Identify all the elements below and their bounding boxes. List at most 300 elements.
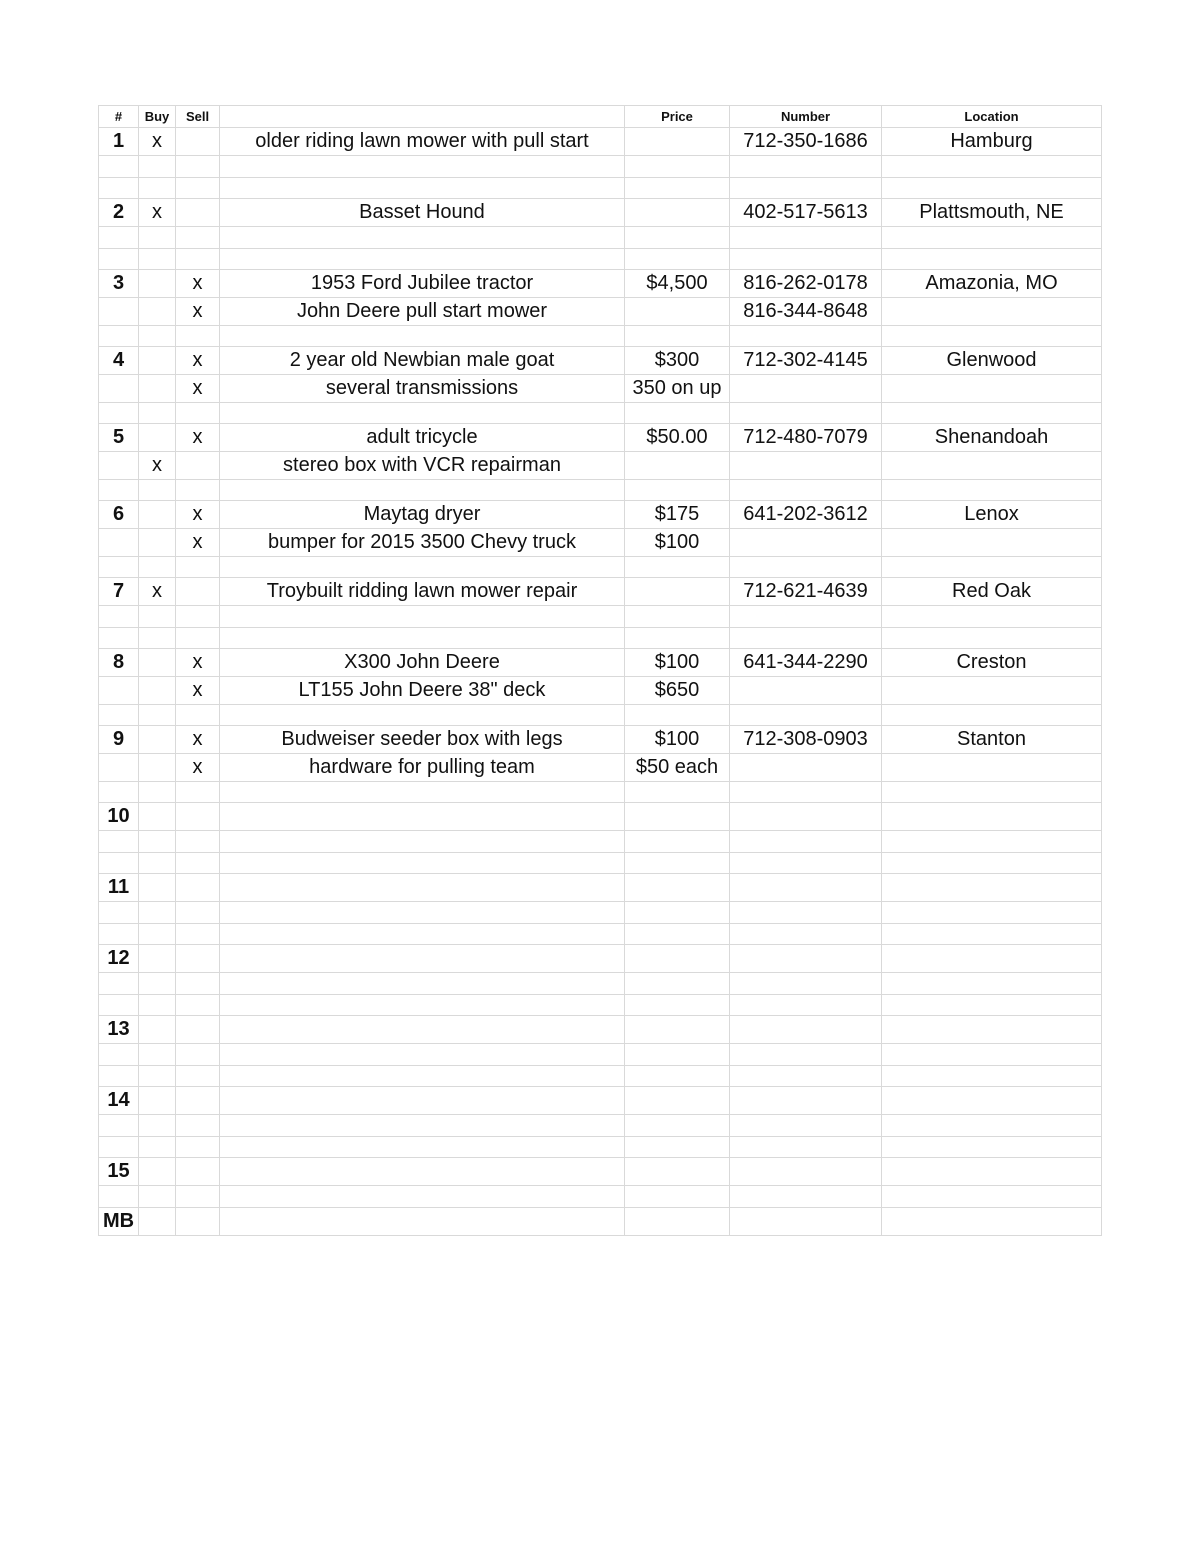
cell-num: [99, 677, 139, 705]
cell-price: [625, 1137, 730, 1158]
cell-price: [625, 249, 730, 270]
cell-item: Basset Hound: [220, 199, 625, 227]
cell-item: [220, 902, 625, 924]
cell-location: [882, 924, 1102, 945]
cell-buy: [139, 628, 176, 649]
cell-sell: [176, 973, 220, 995]
cell-buy: x: [139, 199, 176, 227]
cell-num: [99, 1137, 139, 1158]
cell-num: 9: [99, 726, 139, 754]
cell-sell: [176, 1137, 220, 1158]
cell-price: [625, 874, 730, 902]
cell-sell: x: [176, 501, 220, 529]
table-row: [99, 424, 1102, 452]
cell-item: [220, 1137, 625, 1158]
cell-item: [220, 1016, 625, 1044]
cell-buy: [139, 557, 176, 578]
cell-sell: [176, 578, 220, 606]
cell-price: $100: [625, 726, 730, 754]
cell-item: adult tricycle: [220, 424, 625, 452]
cell-price: [625, 227, 730, 249]
cell-sell: [176, 403, 220, 424]
cell-item: [220, 326, 625, 347]
cell-num: [99, 1186, 139, 1208]
table-row: [99, 782, 1102, 803]
cell-item: [220, 831, 625, 853]
cell-number: [730, 677, 882, 705]
header-location: Location: [882, 106, 1102, 128]
cell-number: [730, 452, 882, 480]
cell-sell: [176, 1208, 220, 1236]
cell-buy: x: [139, 128, 176, 156]
header-num: #: [99, 106, 139, 128]
cell-price: $100: [625, 649, 730, 677]
cell-sell: x: [176, 347, 220, 375]
cell-num: [99, 1115, 139, 1137]
header-number: Number: [730, 106, 882, 128]
cell-item: [220, 945, 625, 973]
table-row: [99, 529, 1102, 557]
cell-number: [730, 326, 882, 347]
cell-sell: x: [176, 529, 220, 557]
cell-location: [882, 249, 1102, 270]
cell-price: [625, 973, 730, 995]
cell-num: MB: [99, 1208, 139, 1236]
cell-location: [882, 480, 1102, 501]
cell-location: [882, 782, 1102, 803]
cell-sell: [176, 945, 220, 973]
cell-item: [220, 874, 625, 902]
cell-location: [882, 1087, 1102, 1115]
cell-item: [220, 628, 625, 649]
cell-number: [730, 1087, 882, 1115]
cell-price: [625, 853, 730, 874]
cell-location: [882, 945, 1102, 973]
cell-location: [882, 803, 1102, 831]
cell-number: [730, 754, 882, 782]
cell-price: [625, 480, 730, 501]
header-item: [220, 106, 625, 128]
cell-sell: [176, 1087, 220, 1115]
table-row: [99, 902, 1102, 924]
cell-item: [220, 403, 625, 424]
cell-sell: [176, 128, 220, 156]
cell-num: [99, 973, 139, 995]
cell-buy: [139, 606, 176, 628]
table-row: [99, 178, 1102, 199]
cell-location: [882, 326, 1102, 347]
cell-num: 8: [99, 649, 139, 677]
cell-location: Plattsmouth, NE: [882, 199, 1102, 227]
table-row: [99, 1137, 1102, 1158]
cell-sell: [176, 831, 220, 853]
cell-number: [730, 403, 882, 424]
cell-sell: [176, 995, 220, 1016]
table-row: [99, 199, 1102, 227]
table-row: [99, 326, 1102, 347]
cell-number: [730, 480, 882, 501]
table-row: [99, 649, 1102, 677]
cell-sell: [176, 606, 220, 628]
cell-num: [99, 452, 139, 480]
cell-number: [730, 1016, 882, 1044]
cell-price: [625, 156, 730, 178]
cell-sell: [176, 924, 220, 945]
cell-number: [730, 1137, 882, 1158]
cell-price: $175: [625, 501, 730, 529]
cell-sell: [176, 1186, 220, 1208]
cell-number: 712-621-4639: [730, 578, 882, 606]
cell-num: [99, 529, 139, 557]
cell-item: [220, 1044, 625, 1066]
table-row: [99, 803, 1102, 831]
cell-num: [99, 853, 139, 874]
cell-location: Lenox: [882, 501, 1102, 529]
table-row: [99, 1087, 1102, 1115]
cell-buy: [139, 874, 176, 902]
table-row: [99, 1044, 1102, 1066]
table-row: [99, 1066, 1102, 1087]
cell-num: 10: [99, 803, 139, 831]
table-row: [99, 578, 1102, 606]
cell-price: [625, 924, 730, 945]
cell-price: [625, 995, 730, 1016]
header-buy: Buy: [139, 106, 176, 128]
table-row: [99, 249, 1102, 270]
cell-sell: [176, 156, 220, 178]
cell-item: [220, 249, 625, 270]
header-price: Price: [625, 106, 730, 128]
table-row: [99, 270, 1102, 298]
cell-location: [882, 452, 1102, 480]
cell-price: [625, 803, 730, 831]
cell-buy: [139, 403, 176, 424]
cell-num: [99, 995, 139, 1016]
cell-item: [220, 1087, 625, 1115]
cell-sell: [176, 1016, 220, 1044]
table-row: [99, 705, 1102, 726]
cell-item: [220, 995, 625, 1016]
cell-location: [882, 1066, 1102, 1087]
cell-price: $300: [625, 347, 730, 375]
cell-number: [730, 1208, 882, 1236]
cell-number: [730, 1044, 882, 1066]
cell-sell: [176, 874, 220, 902]
cell-num: 14: [99, 1087, 139, 1115]
cell-num: 15: [99, 1158, 139, 1186]
cell-location: [882, 705, 1102, 726]
cell-item: [220, 1158, 625, 1186]
cell-buy: [139, 347, 176, 375]
table-row: [99, 726, 1102, 754]
cell-sell: [176, 452, 220, 480]
cell-num: [99, 606, 139, 628]
cell-number: [730, 557, 882, 578]
table-row: [99, 1158, 1102, 1186]
cell-number: [730, 803, 882, 831]
cell-buy: [139, 178, 176, 199]
cell-sell: [176, 1066, 220, 1087]
cell-num: [99, 1044, 139, 1066]
cell-num: [99, 902, 139, 924]
cell-price: [625, 326, 730, 347]
cell-num: [99, 326, 139, 347]
cell-location: Amazonia, MO: [882, 270, 1102, 298]
cell-buy: [139, 1087, 176, 1115]
cell-num: [99, 178, 139, 199]
cell-number: [730, 1115, 882, 1137]
cell-location: [882, 628, 1102, 649]
cell-location: [882, 831, 1102, 853]
cell-location: [882, 754, 1102, 782]
cell-sell: [176, 853, 220, 874]
cell-number: [730, 831, 882, 853]
cell-sell: [176, 1158, 220, 1186]
cell-price: [625, 606, 730, 628]
cell-item: [220, 705, 625, 726]
table-row: [99, 1186, 1102, 1208]
cell-buy: [139, 1115, 176, 1137]
cell-sell: [176, 803, 220, 831]
cell-buy: [139, 1186, 176, 1208]
cell-item: stereo box with VCR repairman: [220, 452, 625, 480]
cell-price: [625, 557, 730, 578]
cell-price: [625, 782, 730, 803]
cell-item: Troybuilt ridding lawn mower repair: [220, 578, 625, 606]
cell-sell: x: [176, 270, 220, 298]
cell-price: [625, 902, 730, 924]
cell-buy: [139, 1016, 176, 1044]
cell-number: [730, 853, 882, 874]
cell-price: [625, 705, 730, 726]
cell-number: [730, 874, 882, 902]
cell-buy: [139, 1044, 176, 1066]
cell-buy: [139, 1208, 176, 1236]
cell-location: [882, 1044, 1102, 1066]
cell-item: X300 John Deere: [220, 649, 625, 677]
cell-location: [882, 995, 1102, 1016]
table-row: [99, 754, 1102, 782]
cell-buy: [139, 649, 176, 677]
header-row: [99, 106, 1102, 128]
cell-price: [625, 178, 730, 199]
cell-num: [99, 628, 139, 649]
cell-sell: [176, 557, 220, 578]
cell-sell: [176, 705, 220, 726]
cell-location: [882, 874, 1102, 902]
cell-price: [625, 1044, 730, 1066]
cell-sell: [176, 628, 220, 649]
cell-buy: [139, 156, 176, 178]
cell-buy: [139, 298, 176, 326]
cell-number: 816-344-8648: [730, 298, 882, 326]
cell-price: [625, 128, 730, 156]
cell-buy: [139, 803, 176, 831]
cell-buy: [139, 480, 176, 501]
cell-price: $50 each: [625, 754, 730, 782]
cell-location: [882, 557, 1102, 578]
cell-num: [99, 375, 139, 403]
cell-num: 3: [99, 270, 139, 298]
cell-item: [220, 480, 625, 501]
cell-price: [625, 1186, 730, 1208]
cell-item: [220, 973, 625, 995]
cell-number: 641-202-3612: [730, 501, 882, 529]
cell-num: [99, 782, 139, 803]
cell-price: $50.00: [625, 424, 730, 452]
cell-num: 5: [99, 424, 139, 452]
cell-location: [882, 853, 1102, 874]
table-row: [99, 452, 1102, 480]
cell-num: [99, 754, 139, 782]
cell-number: [730, 1158, 882, 1186]
cell-price: [625, 1115, 730, 1137]
cell-buy: [139, 270, 176, 298]
cell-buy: [139, 249, 176, 270]
cell-price: [625, 1066, 730, 1087]
table-row: [99, 945, 1102, 973]
cell-item: [220, 1115, 625, 1137]
table-row: [99, 128, 1102, 156]
cell-buy: [139, 995, 176, 1016]
cell-num: [99, 298, 139, 326]
cell-location: [882, 298, 1102, 326]
cell-num: 13: [99, 1016, 139, 1044]
cell-sell: [176, 178, 220, 199]
cell-location: Creston: [882, 649, 1102, 677]
cell-buy: [139, 705, 176, 726]
cell-num: 6: [99, 501, 139, 529]
cell-item: John Deere pull start mower: [220, 298, 625, 326]
cell-number: [730, 924, 882, 945]
cell-price: [625, 628, 730, 649]
cell-price: [625, 1208, 730, 1236]
cell-sell: x: [176, 754, 220, 782]
listing-table: [98, 105, 1102, 1236]
cell-location: Hamburg: [882, 128, 1102, 156]
cell-sell: [176, 902, 220, 924]
cell-buy: [139, 831, 176, 853]
cell-buy: [139, 424, 176, 452]
cell-number: [730, 945, 882, 973]
cell-sell: x: [176, 298, 220, 326]
cell-buy: [139, 529, 176, 557]
cell-num: 4: [99, 347, 139, 375]
table-row: [99, 606, 1102, 628]
table-row: [99, 874, 1102, 902]
table-row: [99, 298, 1102, 326]
cell-number: 816-262-0178: [730, 270, 882, 298]
cell-location: [882, 677, 1102, 705]
cell-number: 402-517-5613: [730, 199, 882, 227]
cell-num: [99, 156, 139, 178]
cell-item: older riding lawn mower with pull start: [220, 128, 625, 156]
table-row: [99, 995, 1102, 1016]
cell-price: [625, 452, 730, 480]
cell-num: 7: [99, 578, 139, 606]
table-row: [99, 480, 1102, 501]
table-row: [99, 227, 1102, 249]
cell-item: [220, 557, 625, 578]
cell-buy: [139, 754, 176, 782]
cell-sell: [176, 326, 220, 347]
cell-buy: [139, 726, 176, 754]
cell-buy: [139, 902, 176, 924]
cell-sell: x: [176, 649, 220, 677]
cell-price: 350 on up: [625, 375, 730, 403]
cell-buy: x: [139, 578, 176, 606]
cell-buy: [139, 677, 176, 705]
table-row: [99, 557, 1102, 578]
header-sell: Sell: [176, 106, 220, 128]
cell-buy: [139, 375, 176, 403]
cell-num: [99, 480, 139, 501]
table-row: [99, 1208, 1102, 1236]
cell-sell: [176, 199, 220, 227]
cell-number: [730, 973, 882, 995]
cell-buy: [139, 1158, 176, 1186]
cell-buy: [139, 501, 176, 529]
cell-location: [882, 1208, 1102, 1236]
cell-location: [882, 902, 1102, 924]
cell-buy: [139, 326, 176, 347]
cell-item: [220, 178, 625, 199]
cell-number: 712-480-7079: [730, 424, 882, 452]
cell-num: [99, 249, 139, 270]
table-row: [99, 156, 1102, 178]
cell-buy: [139, 973, 176, 995]
cell-number: 712-350-1686: [730, 128, 882, 156]
cell-item: [220, 227, 625, 249]
cell-num: 2: [99, 199, 139, 227]
cell-num: [99, 831, 139, 853]
cell-item: [220, 782, 625, 803]
cell-buy: [139, 853, 176, 874]
cell-item: several transmissions: [220, 375, 625, 403]
cell-number: [730, 375, 882, 403]
cell-sell: [176, 1044, 220, 1066]
cell-buy: [139, 227, 176, 249]
cell-location: [882, 606, 1102, 628]
cell-number: [730, 606, 882, 628]
cell-item: [220, 1066, 625, 1087]
cell-num: [99, 557, 139, 578]
cell-item: 1953 Ford Jubilee tractor: [220, 270, 625, 298]
cell-item: [220, 853, 625, 874]
cell-location: Shenandoah: [882, 424, 1102, 452]
cell-price: [625, 578, 730, 606]
cell-num: [99, 1066, 139, 1087]
cell-number: [730, 156, 882, 178]
cell-number: [730, 628, 882, 649]
cell-location: [882, 375, 1102, 403]
cell-number: 712-302-4145: [730, 347, 882, 375]
cell-sell: [176, 227, 220, 249]
cell-price: [625, 298, 730, 326]
cell-location: [882, 1137, 1102, 1158]
cell-sell: x: [176, 375, 220, 403]
cell-item: [220, 924, 625, 945]
cell-sell: [176, 1115, 220, 1137]
cell-item: hardware for pulling team: [220, 754, 625, 782]
cell-location: Glenwood: [882, 347, 1102, 375]
cell-price: $4,500: [625, 270, 730, 298]
cell-num: 1: [99, 128, 139, 156]
cell-price: [625, 831, 730, 853]
cell-item: [220, 1186, 625, 1208]
cell-location: [882, 1016, 1102, 1044]
cell-number: [730, 1186, 882, 1208]
